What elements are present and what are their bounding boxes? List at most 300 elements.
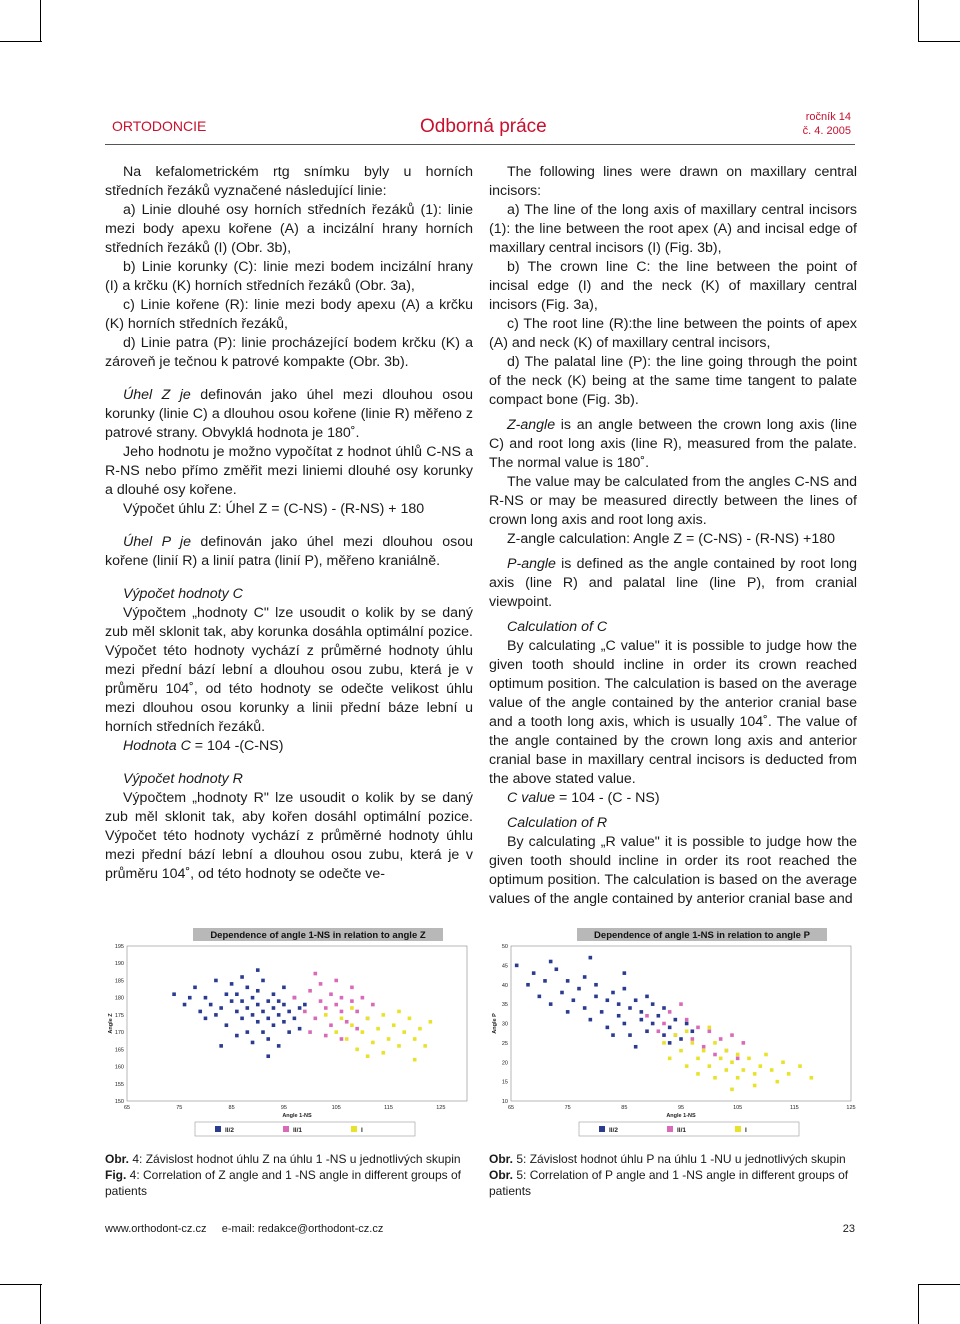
- data-point: [235, 1034, 239, 1038]
- legend-label: II/2: [225, 1127, 235, 1134]
- y-tick-label: 165: [114, 1047, 124, 1054]
- data-point: [188, 996, 192, 1000]
- data-point: [645, 1029, 649, 1033]
- data-point: [214, 979, 218, 983]
- data-point: [662, 1022, 666, 1026]
- crop-mark: [918, 1284, 960, 1285]
- data-point: [628, 1006, 632, 1010]
- data-point: [634, 998, 638, 1002]
- legend-label: II/2: [609, 1127, 619, 1134]
- data-point: [334, 1003, 338, 1007]
- data-point: [225, 992, 229, 996]
- plot-area: [511, 946, 851, 1101]
- data-point: [611, 991, 615, 995]
- data-point: [702, 1049, 706, 1053]
- data-point: [308, 1030, 312, 1034]
- data-point: [293, 996, 297, 1000]
- data-point: [696, 1026, 700, 1030]
- x-tick-label: 85: [228, 1105, 235, 1111]
- plot-area: [127, 946, 467, 1101]
- data-point: [566, 1010, 570, 1014]
- data-point: [334, 1030, 338, 1034]
- data-point: [549, 960, 553, 964]
- data-point: [606, 998, 610, 1002]
- data-point: [266, 1017, 270, 1021]
- y-axis-label: Angle P: [492, 1013, 498, 1034]
- data-point: [691, 1029, 695, 1033]
- data-point: [668, 1041, 672, 1045]
- data-point: [617, 1002, 621, 1006]
- y-tick-label: 35: [501, 1002, 508, 1009]
- data-point: [429, 1020, 433, 1024]
- data-point: [413, 1037, 417, 1041]
- data-point: [361, 996, 365, 1000]
- data-point: [730, 1088, 734, 1092]
- data-point: [776, 1080, 780, 1084]
- data-point: [662, 1041, 666, 1045]
- legend-marker: [351, 1126, 357, 1132]
- data-point: [350, 1023, 354, 1027]
- data-point: [408, 1017, 412, 1021]
- data-point: [674, 1018, 678, 1022]
- data-point: [668, 1057, 672, 1061]
- chart-title: Dependence of angle 1-NS in relation to angle P: [594, 930, 810, 941]
- data-point: [366, 1054, 370, 1058]
- x-tick-label: 65: [123, 1105, 131, 1111]
- data-point: [708, 1064, 712, 1068]
- data-point: [266, 1037, 270, 1041]
- volume-label: ročník 14: [805, 111, 851, 123]
- data-point: [230, 982, 234, 986]
- data-point: [251, 996, 255, 1000]
- y-tick-label: 10: [501, 1099, 508, 1105]
- data-point: [256, 968, 260, 972]
- x-tick-label: 125: [846, 1105, 856, 1111]
- data-point: [668, 1026, 672, 1030]
- column-english: [489, 163, 857, 909]
- paragraph: c) Linie kořene (R): linie mezi body apexu (A) a krčku (K) horních středních řezáků,: [105, 297, 473, 332]
- email-link[interactable]: e-mail: redakce@orthodont-cz.cz: [221, 1223, 384, 1235]
- paragraph: d) Linie patra (P): linie procházející bodem krčku (K) a zároveň je tečnou k patrové kompakte (Obr. 3b).: [105, 335, 473, 370]
- data-point: [759, 1064, 763, 1068]
- data-point: [730, 1033, 734, 1037]
- data-point: [355, 1027, 359, 1031]
- data-point: [770, 1068, 774, 1072]
- data-point: [219, 1044, 223, 1048]
- y-tick-label: 195: [114, 944, 124, 950]
- x-tick-label: 75: [176, 1105, 183, 1111]
- data-point: [261, 979, 265, 983]
- legend-label: II/1: [293, 1127, 303, 1134]
- data-point: [193, 986, 197, 990]
- scatter-chart-angle-p: [489, 926, 859, 1146]
- category-label: Odborná práce: [420, 116, 547, 137]
- data-point: [355, 1048, 359, 1052]
- data-point: [240, 999, 244, 1003]
- website-link[interactable]: www.orthodont-cz.cz: [105, 1223, 207, 1235]
- data-point: [696, 1072, 700, 1076]
- legend-marker: [599, 1126, 605, 1132]
- data-point: [282, 1020, 286, 1024]
- data-point: [397, 1044, 401, 1048]
- data-point: [308, 989, 312, 993]
- data-point: [329, 992, 333, 996]
- term: P-angle: [507, 556, 556, 572]
- data-point: [230, 999, 234, 1003]
- scatter-chart-angle-z: [105, 926, 475, 1146]
- data-point: [747, 1057, 751, 1061]
- data-point: [713, 1041, 717, 1045]
- data-point: [392, 1023, 396, 1027]
- data-point: [651, 1002, 655, 1006]
- data-point: [350, 1006, 354, 1010]
- paragraph: Výpočtem „hodnoty C" lze usoudit o kolik by se daný zub měl sklonit tak, aby korunka dosáhla optimální pozice. Výpočet této hodnoty vychází z průměrné hodnoty úhlu mezi přední bází lební a dlouhou osou zubu, která je v průměru 104˚, od této hodnoty se odečte velikost úhlu mezi dlouhou osou korunky a linii přední báze lební u horních středních řezáků.: [105, 605, 473, 735]
- data-point: [702, 1045, 706, 1049]
- data-point: [235, 992, 239, 996]
- paragraph: P-angle is defined as the angle contained by root long axis (line R) and palatal line (line P), from cranial viewpoint.: [489, 556, 857, 610]
- page-number: 23: [842, 1223, 855, 1235]
- data-point: [402, 1030, 406, 1034]
- data-point: [583, 975, 587, 979]
- y-tick-label: 40: [501, 982, 508, 989]
- data-point: [753, 1072, 757, 1076]
- data-point: [345, 1037, 349, 1041]
- data-point: [696, 1057, 700, 1061]
- data-point: [361, 1030, 365, 1034]
- data-point: [583, 1006, 587, 1010]
- data-point: [272, 992, 276, 996]
- data-point: [594, 995, 598, 999]
- crop-mark: [918, 41, 960, 42]
- paragraph: a) Linie dlouhé osy horních středních řezáků (1): linie mezi body apexu kořene (A) a incizální hrany horních středních řezáků (I) (Obr. 3b),: [105, 202, 473, 256]
- legend-label: II/1: [677, 1127, 687, 1134]
- data-point: [640, 1010, 644, 1014]
- data-point: [355, 1010, 359, 1014]
- y-tick-label: 150: [114, 1099, 124, 1105]
- data-point: [287, 1030, 291, 1034]
- data-point: [730, 1060, 734, 1064]
- data-point: [397, 1010, 401, 1014]
- paragraph: Výpočet úhlu Z: Úhel Z = (C-NS) - (R-NS) + 180: [123, 501, 425, 517]
- y-tick-label: 180: [114, 995, 124, 1002]
- data-point: [628, 1033, 632, 1037]
- data-point: [668, 1010, 672, 1014]
- section-label: ORTODONCIE: [112, 118, 207, 134]
- data-point: [324, 1006, 328, 1010]
- y-tick-label: 20: [501, 1060, 508, 1067]
- data-point: [256, 989, 260, 993]
- data-point: [204, 996, 208, 1000]
- data-point: [685, 1018, 689, 1022]
- data-point: [240, 975, 244, 979]
- x-tick-label: 85: [621, 1105, 628, 1111]
- paragraph: Na kefalometrickém rtg snímku byly u horních středních řezáků vyznačené následující linie:: [105, 164, 473, 199]
- paragraph: Úhel P je definován jako úhel mezi dlouhou osou kořene (linií R) a linií patra (linií P), měřeno kraniálně.: [105, 534, 473, 569]
- data-point: [172, 992, 176, 996]
- data-point: [713, 1053, 717, 1057]
- data-point: [418, 1027, 422, 1031]
- data-point: [725, 1049, 729, 1053]
- data-point: [235, 1010, 239, 1014]
- data-point: [611, 1033, 615, 1037]
- data-point: [566, 979, 570, 983]
- data-point: [623, 971, 627, 975]
- data-point: [560, 991, 564, 995]
- data-point: [708, 1029, 712, 1033]
- data-point: [219, 1006, 223, 1010]
- x-tick-label: 115: [789, 1105, 799, 1111]
- data-point: [708, 1026, 712, 1030]
- issue-label: č. 4. 2005: [802, 125, 851, 137]
- y-tick-label: 155: [114, 1081, 124, 1088]
- y-tick-label: 45: [501, 963, 508, 970]
- data-point: [781, 1060, 785, 1064]
- data-point: [277, 1044, 281, 1048]
- data-point: [674, 1033, 678, 1037]
- data-point: [340, 1017, 344, 1021]
- data-point: [266, 999, 270, 1003]
- x-tick-label: 125: [436, 1105, 446, 1111]
- data-point: [366, 1017, 370, 1021]
- data-point: [287, 1010, 291, 1014]
- data-point: [340, 1010, 344, 1014]
- legend-marker: [667, 1126, 673, 1132]
- term: Úhel P je: [123, 534, 191, 550]
- data-point: [685, 1029, 689, 1033]
- subheading: Calculation of R: [507, 815, 608, 831]
- data-point: [303, 1003, 307, 1007]
- data-point: [298, 1027, 302, 1031]
- data-point: [382, 1013, 386, 1017]
- data-point: [787, 1072, 791, 1076]
- paragraph: a) The line of the long axis of maxillary central incisors (1): the line between the root apex (A) and incisal edge of maxillary central incisors (I) (Fig. 3b),: [489, 202, 857, 256]
- data-point: [371, 1041, 375, 1045]
- paragraph: d) The palatal line (P): the line going through the point of the neck (K) being at the same time tangent to palate compact bone (Fig. 3b).: [489, 354, 857, 408]
- data-point: [251, 1013, 255, 1017]
- data-point: [246, 1006, 250, 1010]
- y-axis-label: Angle Z: [108, 1013, 114, 1034]
- data-point: [324, 1034, 328, 1038]
- data-point: [742, 1041, 746, 1045]
- data-point: [662, 1033, 666, 1037]
- data-point: [719, 1057, 723, 1061]
- x-tick-label: 75: [564, 1105, 571, 1111]
- data-point: [736, 1076, 740, 1080]
- paragraph: Výpočtem „hodnoty R" lze usoudit o kolik by se daný zub měl sklonit tak, aby kořen dosáhl optimální pozice. Výpočet této hodnoty vychází z průměrné hodnoty úhlu mezi přední bází lební a dlouhou osou zubu, která je v průměru 104˚, od této hodnoty se odečte ve-: [105, 790, 473, 882]
- data-point: [623, 1022, 627, 1026]
- crop-mark: [40, 1284, 41, 1324]
- y-tick-label: 25: [501, 1040, 508, 1047]
- y-tick-label: 15: [501, 1079, 508, 1086]
- x-tick-label: 115: [384, 1105, 393, 1111]
- data-point: [314, 972, 318, 976]
- data-point: [679, 1002, 683, 1006]
- data-point: [204, 1017, 208, 1021]
- data-point: [324, 1013, 328, 1017]
- data-point: [214, 1013, 218, 1017]
- data-point: [515, 964, 519, 968]
- paragraph: Z-angle is an angle between the crown long axis (line C) and root long axis (line R), measured from the palate. The normal value is 180˚.: [489, 417, 857, 471]
- data-point: [651, 1022, 655, 1026]
- paragraph: c) The root line (R):the line between the points of apex (A) and neck (K) of maxillary central incisors,: [489, 316, 857, 351]
- data-point: [298, 1006, 302, 1010]
- data-point: [261, 1010, 265, 1014]
- data-point: [742, 1068, 746, 1072]
- subheading: Výpočet hodnoty C: [123, 586, 243, 602]
- data-point: [198, 1010, 202, 1014]
- y-tick-label: 30: [501, 1021, 508, 1028]
- data-point: [423, 1044, 427, 1048]
- data-point: [340, 1037, 344, 1041]
- legend-label: I: [361, 1127, 363, 1134]
- data-point: [350, 986, 354, 990]
- data-point: [350, 999, 354, 1003]
- data-point: [645, 995, 649, 999]
- page-footer: [105, 1223, 855, 1235]
- chart-title: Dependence of angle 1-NS in relation to angle Z: [210, 930, 426, 941]
- data-point: [319, 999, 323, 1003]
- data-point: [382, 1051, 386, 1055]
- data-point: [685, 1022, 689, 1026]
- data-point: [303, 1010, 307, 1014]
- data-point: [589, 1018, 593, 1022]
- paragraph: Úhel Z je definován jako úhel mezi dlouhou osou korunky (linie C) a dlouhou osou kořene (linie R) měřeno z patrové strany. Obvyklá hodnota je 180˚.: [105, 387, 473, 441]
- x-axis-label: Angle 1-NS: [282, 1113, 312, 1119]
- subheading: Výpočet hodnoty R: [123, 771, 243, 787]
- data-point: [251, 1041, 255, 1045]
- data-point: [685, 1064, 689, 1068]
- legend-label: I: [745, 1127, 747, 1134]
- data-point: [240, 1017, 244, 1021]
- paragraph: Jeho hodnotu je možno vypočítat z hodnot úhlů C-NS a R-NS nebo přímo změřit mezi liniemi dlouhé osy korunky a dlouhé osy kořene.: [105, 444, 473, 498]
- data-point: [334, 979, 338, 983]
- data-point: [572, 998, 576, 1002]
- data-point: [640, 1018, 644, 1022]
- data-point: [387, 1037, 391, 1041]
- x-tick-label: 95: [280, 1105, 287, 1111]
- crop-mark: [0, 41, 42, 42]
- data-point: [555, 967, 559, 971]
- data-point: [725, 1068, 729, 1072]
- data-point: [282, 1003, 286, 1007]
- paragraph: b) Linie korunky (C): linie mezi bodem incizální hrany (I) a krčku (K) horních středních řezáků (Obr. 3a),: [105, 259, 473, 294]
- data-point: [662, 1006, 666, 1010]
- crop-mark: [918, 1284, 919, 1324]
- y-tick-label: 50: [501, 944, 508, 950]
- data-point: [282, 986, 286, 990]
- paragraph: b) The crown line C: the line between the point of incisal edge (I) and the neck (K) of maxillary central incisors (Fig. 3a),: [489, 259, 857, 313]
- data-point: [277, 1013, 281, 1017]
- term: Úhel Z je: [123, 387, 191, 403]
- data-point: [623, 987, 627, 991]
- data-point: [272, 1006, 276, 1010]
- formula: C value = 104 - (C - NS): [507, 790, 660, 806]
- data-point: [577, 987, 581, 991]
- data-point: [679, 1037, 683, 1041]
- data-point: [209, 1003, 213, 1007]
- data-point: [526, 983, 530, 987]
- data-point: [272, 1023, 276, 1027]
- data-point: [713, 1076, 717, 1080]
- data-point: [634, 1045, 638, 1049]
- x-tick-label: 105: [331, 1105, 341, 1111]
- data-point: [261, 1030, 265, 1034]
- paragraph: The following lines were drawn on maxillary central incisors:: [489, 164, 857, 199]
- crop-mark: [0, 1284, 42, 1285]
- y-tick-label: 185: [114, 978, 124, 985]
- data-point: [606, 1026, 610, 1030]
- data-point: [319, 982, 323, 986]
- data-point: [736, 1057, 740, 1061]
- data-point: [810, 1076, 814, 1080]
- paragraph: By calculating „C value" it is possible to judge how the given tooth should incline in order its crown reached optimum position. The calculation is based on the average value of the angle contained by the anterior cranial base and a tooth long axis, which is usually 104˚. The value of the angle contained by the crown long axis and anterior cranial base in maxillary central incisors is deducted from the above stated value.: [489, 638, 857, 787]
- data-point: [617, 1014, 621, 1018]
- paragraph: By calculating „R value" it is possible to judge how the given tooth should incline in order its root reached the optimum position. The calculation is based on the average values of the angle contained by anterior cranial base and: [489, 834, 857, 907]
- figure-caption-left: Obr. 4: Závislost hodnot úhlu Z na úhlu 1 -NS u jednotlivých skupin Fig. 4: Correlation of Z angle and 1 -NS angle in different groups of patients: [105, 1152, 461, 1198]
- data-point: [246, 986, 250, 990]
- data-point: [543, 979, 547, 983]
- subheading: Calculation of C: [507, 619, 608, 635]
- y-tick-label: 160: [114, 1064, 124, 1071]
- data-point: [798, 1064, 802, 1068]
- y-tick-label: 175: [114, 1012, 124, 1019]
- data-point: [183, 1003, 187, 1007]
- formula: Hodnota C = 104 -(C-NS): [123, 738, 284, 754]
- data-point: [345, 1020, 349, 1024]
- data-point: [753, 1084, 757, 1088]
- term: Z-angle: [507, 417, 556, 433]
- page-header: [105, 104, 855, 145]
- data-point: [413, 1058, 417, 1062]
- data-point: [376, 1027, 380, 1031]
- crop-mark: [40, 0, 41, 42]
- paragraph: Z-angle calculation: Angle Z = (C-NS) - (R-NS) +180: [507, 531, 836, 547]
- legend-marker: [283, 1126, 289, 1132]
- data-point: [691, 1037, 695, 1041]
- x-axis-label: Angle 1-NS: [666, 1113, 696, 1119]
- data-point: [679, 1049, 683, 1053]
- data-point: [256, 1020, 260, 1024]
- figure-caption-right: Obr. 5: Závislost hodnot úhlu P na úhlu 1 -NU u jednotlivých skupin Obr. 5: Correlation of P angle and 1 -NS angle in different groups of patients: [489, 1152, 849, 1198]
- data-point: [645, 1014, 649, 1018]
- column-czech: [105, 163, 473, 884]
- data-point: [256, 1003, 260, 1007]
- x-tick-label: 105: [733, 1105, 743, 1111]
- data-point: [532, 971, 536, 975]
- x-tick-label: 65: [507, 1105, 515, 1111]
- x-tick-label: 95: [677, 1105, 685, 1111]
- data-point: [266, 1054, 270, 1058]
- paragraph: The value may be calculated from the angles C-NS and R-NS or may be measured directly between the lines of crown long axis and root long axis.: [489, 474, 857, 528]
- data-point: [277, 999, 281, 1003]
- y-tick-label: 170: [114, 1030, 124, 1037]
- data-point: [371, 1003, 375, 1007]
- data-point: [246, 1030, 250, 1034]
- data-point: [719, 1037, 723, 1041]
- data-point: [657, 1029, 661, 1033]
- data-point: [736, 1053, 740, 1057]
- data-point: [764, 1053, 768, 1057]
- data-point: [600, 1010, 604, 1014]
- legend-marker: [215, 1126, 221, 1132]
- legend-marker: [735, 1126, 741, 1132]
- data-point: [589, 956, 593, 960]
- data-point: [293, 1017, 297, 1021]
- data-point: [314, 1017, 318, 1021]
- data-point: [549, 1002, 553, 1006]
- crop-mark: [918, 0, 919, 42]
- issue-info: [803, 110, 851, 138]
